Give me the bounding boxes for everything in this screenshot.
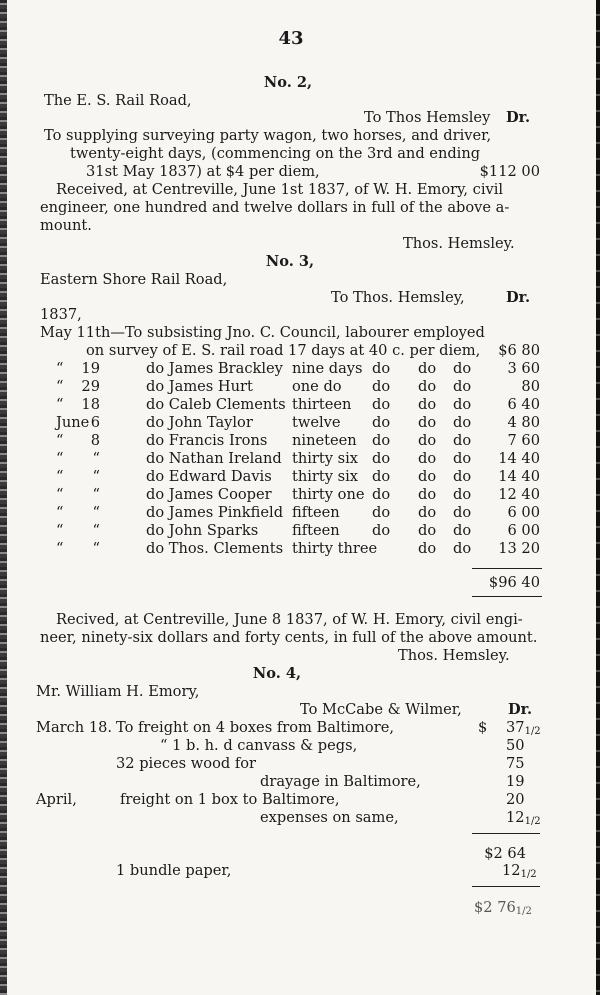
- ledger-ditto-3: do: [453, 396, 472, 413]
- ledger-ditto-3: do: [453, 432, 472, 449]
- ledger-ditto-1: do: [372, 468, 391, 485]
- ledger-amount: 7 60: [507, 432, 540, 449]
- section4-heading: No. 4,: [252, 665, 302, 682]
- ledger-name: do Edward Davis: [146, 468, 272, 485]
- ledger-day: 29: [81, 378, 100, 395]
- ledger-day: “: [92, 450, 100, 467]
- ledger-name: do Caleb Clements: [146, 396, 286, 413]
- ledger-ditto-2: do: [418, 414, 437, 431]
- ledger-amount: 13 20: [498, 540, 540, 557]
- ledger-month: “: [56, 486, 64, 503]
- ledger-name: do Thos. Clements: [146, 540, 284, 557]
- ledger-day: “: [92, 504, 100, 521]
- ledger-ditto-3: do: [453, 486, 472, 503]
- section2-payee: The E. S. Rail Road,: [44, 92, 192, 109]
- ledger-month: “: [56, 522, 64, 539]
- ledger-days: nine days: [292, 360, 363, 377]
- ledger-amount: 6 40: [507, 396, 540, 413]
- ledger-ditto-2: do: [418, 522, 437, 539]
- section2-amount: $112 00: [479, 163, 540, 180]
- section4-payee: Mr. William H. Emory,: [36, 683, 200, 700]
- ledger-days: twelve: [292, 414, 341, 431]
- ledger-description: drayage in Baltimore,: [260, 773, 421, 790]
- section2-signature: Thos. Hemsley.: [403, 235, 515, 252]
- section2-receipt-3: mount.: [40, 217, 92, 234]
- scan-edge-left: [0, 0, 7, 995]
- ledger-day: “: [92, 540, 100, 557]
- ledger-amount: 19: [506, 773, 525, 790]
- ledger-days: thirteen: [292, 396, 352, 413]
- ledger-month: “: [56, 432, 64, 449]
- ledger-day: “: [92, 486, 100, 503]
- ledger-ditto-1: do: [372, 522, 391, 539]
- ledger-name: do James Cooper: [146, 486, 272, 503]
- section3-year: 1837,: [40, 306, 82, 323]
- section3-heading: No. 3,: [265, 253, 315, 270]
- section3-receipt-1: Recived, at Centreville, June 8 1837, of W. H. Emory, civil engi-: [56, 611, 523, 628]
- ledger-day: 18: [81, 396, 100, 413]
- ledger-date: April,: [36, 791, 77, 808]
- section3-total-rule-top: [472, 568, 542, 569]
- ledger-days: thirty six: [292, 450, 359, 467]
- ledger-amount: 75: [506, 755, 525, 772]
- ledger-amount: 6 00: [507, 522, 540, 539]
- section4-dr: Dr.: [508, 701, 533, 718]
- ledger-amount: 20: [506, 791, 525, 808]
- ledger-ditto-1: do: [372, 378, 391, 395]
- section3-total-rule-bottom: [472, 596, 542, 597]
- ledger-ditto-2: do: [418, 432, 437, 449]
- section4-extra-amount: 121/2: [502, 862, 537, 880]
- section3-total: $96 40: [488, 574, 540, 591]
- ledger-ditto-1: do: [372, 450, 391, 467]
- ledger-name: do John Sparks: [146, 522, 259, 539]
- ledger-ditto-1: do: [372, 414, 391, 431]
- section3-creditor: To Thos. Hemsley,: [331, 289, 465, 306]
- ledger-name: do James Hurt: [146, 378, 253, 395]
- scan-edge-right: [596, 0, 600, 995]
- ledger-ditto-3: do: [453, 540, 472, 557]
- ledger-day: “: [92, 522, 100, 539]
- section3-signature: Thos. Hemsley.: [398, 647, 510, 664]
- section4-total-rule: [472, 886, 540, 887]
- ledger-ditto-3: do: [453, 414, 472, 431]
- ledger-amount: 12 40: [498, 486, 540, 503]
- ledger-ditto-3: do: [453, 378, 472, 395]
- section3-payee: Eastern Shore Rail Road,: [40, 271, 228, 288]
- ledger-ditto-2: do: [418, 486, 437, 503]
- section2-receipt-1: Received, at Centreville, June 1st 1837, of W. H. Emory, civil: [56, 181, 504, 198]
- ledger-day: 19: [81, 360, 100, 377]
- ledger-amount: 14 40: [498, 450, 540, 467]
- section2-dr: Dr.: [506, 109, 531, 126]
- ledger-ditto-1: do: [372, 396, 391, 413]
- section4-extra-desc: 1 bundle paper,: [116, 862, 232, 879]
- section4-total: $2 761/2: [474, 899, 532, 917]
- section2-heading: No. 2,: [263, 74, 313, 91]
- ledger-name: do James Brackley: [146, 360, 283, 377]
- ledger-amount: 121/2: [506, 809, 541, 827]
- ledger-name: do Nathan Ireland: [146, 450, 282, 467]
- section3-intro-2: on survey of E. S. rail road 17 days at 40 c. per diem,: [86, 342, 481, 359]
- ledger-day: 8: [90, 432, 100, 449]
- ledger-days: nineteen: [292, 432, 357, 449]
- ledger-days: thirty three: [292, 540, 378, 557]
- ledger-ditto-2: do: [418, 468, 437, 485]
- section3-intro-1: May 11th—To subsisting Jno. C. Council, labourer employed: [40, 324, 485, 341]
- section4-subtotal: $2 64: [484, 845, 526, 862]
- ledger-name: do James Pinkfield: [146, 504, 284, 521]
- section2-line-2: twenty-eight days, (commencing on the 3rd and ending: [70, 145, 481, 162]
- ledger-month: “: [56, 396, 64, 413]
- section4-creditor: To McCabe & Wilmer,: [300, 701, 462, 718]
- ledger-ditto-3: do: [453, 450, 472, 467]
- ledger-day: “: [92, 468, 100, 485]
- ledger-ditto-2: do: [418, 378, 437, 395]
- ledger-month: June: [56, 414, 90, 431]
- ledger-currency: $: [478, 719, 488, 736]
- section2-creditor: To Thos Hemsley: [364, 109, 491, 126]
- section2-line-3: 31st May 1837) at $4 per diem,: [86, 163, 320, 180]
- ledger-month: “: [56, 450, 64, 467]
- ledger-name: do John Taylor: [146, 414, 253, 431]
- section3-receipt-2: neer, ninety-six dollars and forty cents, in full of the above amount.: [40, 629, 538, 646]
- ledger-ditto-3: do: [453, 468, 472, 485]
- ledger-ditto-3: do: [453, 360, 472, 377]
- page-number: 43: [278, 28, 304, 49]
- ledger-description: 32 pieces wood for: [116, 755, 257, 772]
- ledger-ditto-2: do: [418, 396, 437, 413]
- ledger-amount: 371/2: [506, 719, 541, 737]
- ledger-ditto-2: do: [418, 360, 437, 377]
- ledger-description: freight on 1 box to Baltimore,: [120, 791, 340, 808]
- ledger-days: thirty one: [292, 486, 365, 503]
- ledger-description: “ 1 b. h. d canvass & pegs,: [160, 737, 358, 754]
- ledger-name: do Francis Irons: [146, 432, 268, 449]
- ledger-days: fifteen: [292, 522, 340, 539]
- ledger-days: thirty six: [292, 468, 359, 485]
- ledger-ditto-1: do: [372, 432, 391, 449]
- ledger-amount: 3 60: [507, 360, 540, 377]
- ledger-days: fifteen: [292, 504, 340, 521]
- ledger-days: one do: [292, 378, 342, 395]
- ledger-month: “: [56, 504, 64, 521]
- ledger-ditto-2: do: [418, 450, 437, 467]
- ledger-month: “: [56, 378, 64, 395]
- section3-intro-amount: $6 80: [498, 342, 540, 359]
- ledger-description: To freight on 4 boxes from Baltimore,: [116, 719, 394, 736]
- ledger-ditto-2: do: [418, 540, 437, 557]
- ledger-day: 6: [90, 414, 100, 431]
- ledger-amount: 4 80: [507, 414, 540, 431]
- ledger-ditto-1: do: [372, 504, 391, 521]
- ledger-ditto-1: do: [372, 486, 391, 503]
- ledger-ditto-1: do: [372, 360, 391, 377]
- ledger-amount: 80: [521, 378, 540, 395]
- ledger-date: March 18.: [36, 719, 113, 736]
- ledger-amount: 14 40: [498, 468, 540, 485]
- section2-line-1: To supplying surveying party wagon, two horses, and driver,: [44, 127, 492, 144]
- ledger-ditto-2: do: [418, 504, 437, 521]
- ledger-ditto-3: do: [453, 504, 472, 521]
- ledger-month: “: [56, 540, 64, 557]
- section4-subtotal-rule: [472, 833, 540, 834]
- ledger-month: “: [56, 360, 64, 377]
- ledger-amount: 6 00: [507, 504, 540, 521]
- ledger-amount: 50: [506, 737, 525, 754]
- ledger-ditto-3: do: [453, 522, 472, 539]
- ledger-month: “: [56, 468, 64, 485]
- ledger-description: expenses on same,: [260, 809, 399, 826]
- section3-dr: Dr.: [506, 289, 531, 306]
- section2-receipt-2: engineer, one hundred and twelve dollars in full of the above a-: [40, 199, 510, 216]
